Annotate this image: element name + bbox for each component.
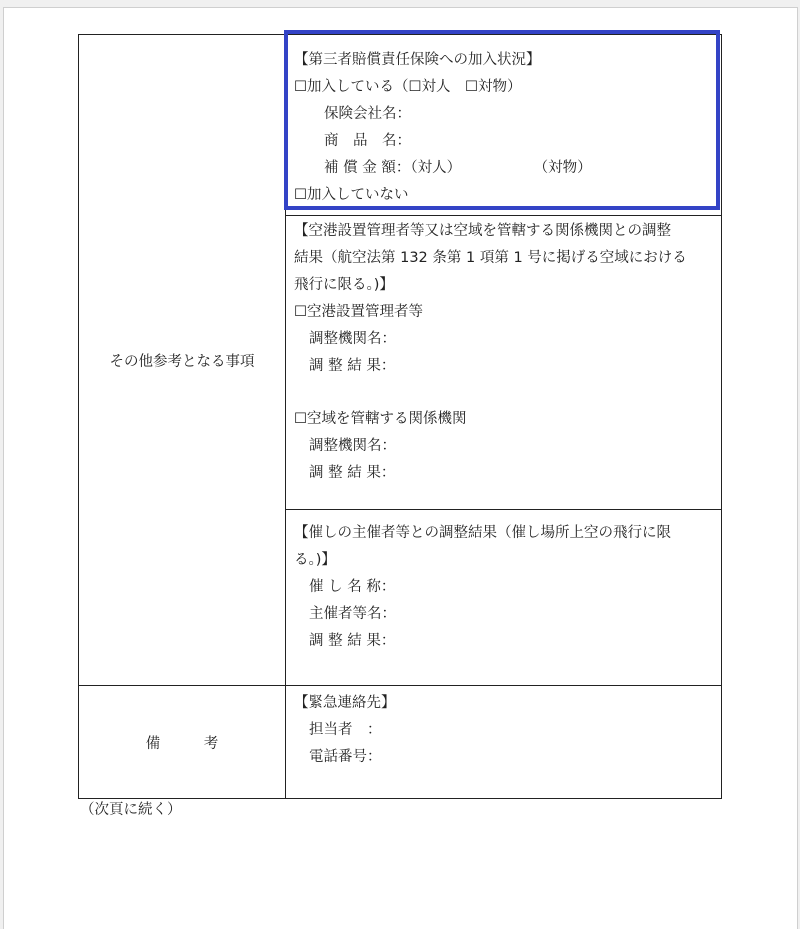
event-organizer-label: 主催者等名： xyxy=(309,606,396,622)
airport-coordination-cell xyxy=(286,216,722,510)
insurance-joined-checkbox-line[interactable]: ☐加入している（☐対人 ☐対物） xyxy=(294,79,522,95)
insurance-company-label: 保険会社名： xyxy=(324,106,411,122)
row-label-text: 備 考 xyxy=(145,735,219,752)
event-result-label: 調 整 結 果： xyxy=(309,633,396,649)
emergency-contact-cell xyxy=(286,686,722,799)
airport-manager-org-label: 調整機関名： xyxy=(309,331,396,347)
airport-manager-result-label: 調 整 結 果： xyxy=(309,358,396,374)
insurance-not-joined-checkbox-line[interactable]: ☐加入していない xyxy=(294,187,409,203)
airport-manager-checkbox-line[interactable]: ☐空港設置管理者等 xyxy=(294,304,423,320)
airport-heading-line-1: 【空港設置管理者等又は空域を管轄する関係機関との調整 xyxy=(294,223,671,239)
insurance-status-cell xyxy=(286,35,722,216)
airport-heading-line-2: 結果（航空法第 132 条第 1 項第 1 号に掲げる空域における xyxy=(294,250,687,266)
event-heading-line-2: る。)】 xyxy=(294,552,336,568)
emergency-person-label: 担当者 ： xyxy=(309,722,382,738)
continued-note: （次頁に続く） xyxy=(80,802,182,818)
table-row xyxy=(79,35,722,216)
row-label-text: その他参考となる事項 xyxy=(109,353,255,370)
airspace-agency-org-label: 調整機関名： xyxy=(309,438,396,454)
application-form-table xyxy=(78,34,722,799)
airport-heading-line-3: 飛行に限る。)】 xyxy=(294,277,394,293)
row-label-remarks xyxy=(79,686,286,799)
insurance-product-label: 商 品 名： xyxy=(324,133,411,149)
event-coordination-cell xyxy=(286,510,722,686)
row-label-other-references xyxy=(79,35,286,686)
emergency-heading: 【緊急連絡先】 xyxy=(294,695,396,711)
airspace-agency-checkbox-line[interactable]: ☐空域を管轄する関係機関 xyxy=(294,411,467,427)
event-name-label: 催 し 名 称： xyxy=(309,579,396,595)
airspace-agency-result-label: 調 整 結 果： xyxy=(309,465,396,481)
table-row xyxy=(79,686,722,799)
emergency-phone-label: 電話番号： xyxy=(309,749,382,765)
insurance-heading: 【第三者賠償責任保険への加入状況】 xyxy=(294,52,541,68)
insurance-amount-label: 補 償 金 額：（対人） （対物） xyxy=(324,160,592,176)
event-heading-line-1: 【催しの主催者等との調整結果（催し場所上空の飛行に限 xyxy=(294,525,671,541)
